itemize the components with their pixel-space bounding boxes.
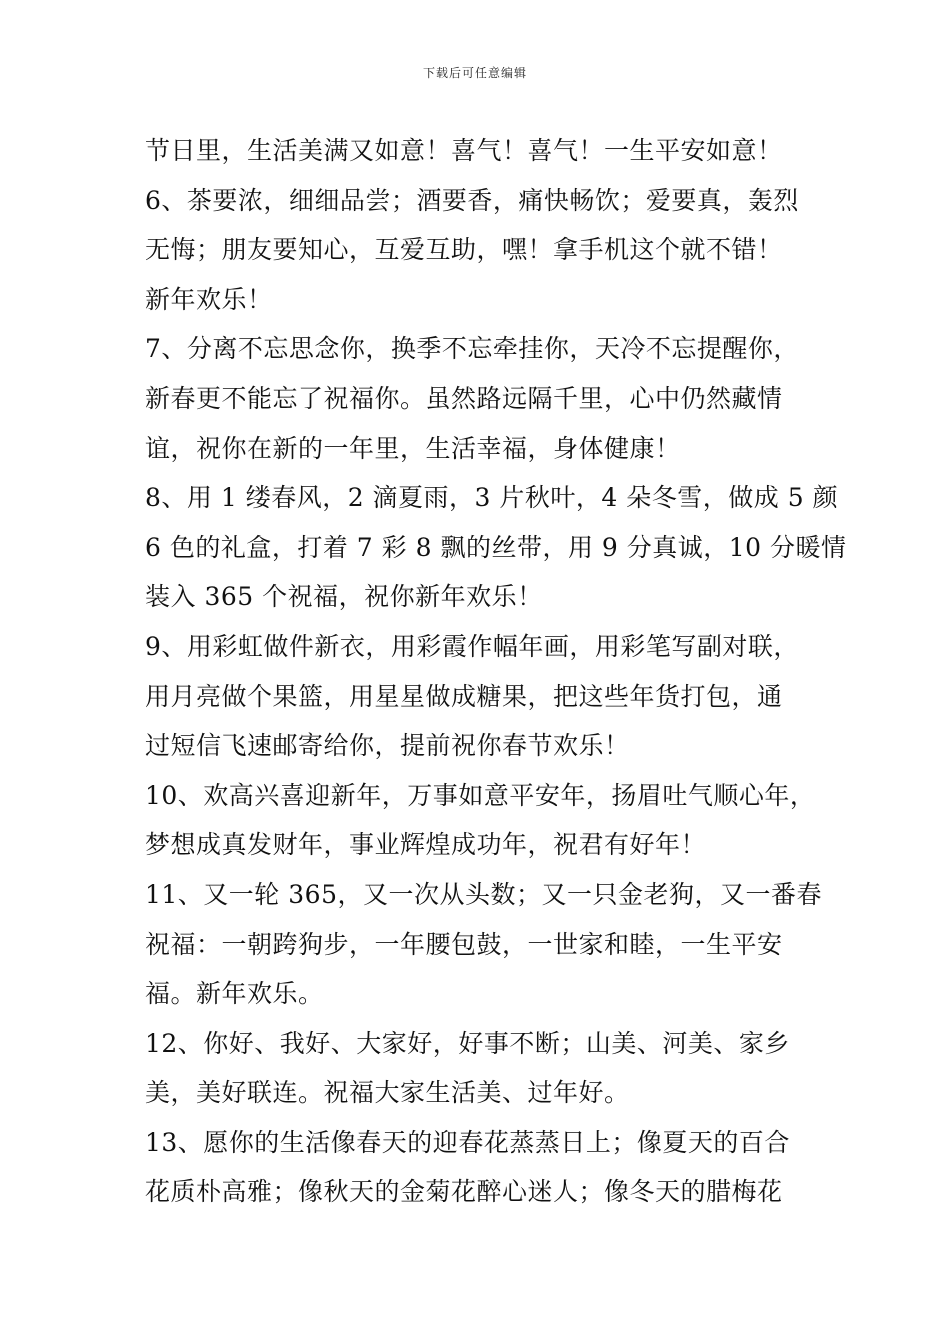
text-line: 花质朴高雅；像秋天的金菊花醉心迷人；像冬天的腊梅花 bbox=[145, 1177, 783, 1207]
text-line: 10、欢高兴喜迎新年，万事如意平安年，扬眉吐气顺心年， bbox=[145, 780, 816, 810]
text-line: 13、愿你的生活像春天的迎春花蒸蒸日上；像夏天的百合 bbox=[145, 1127, 790, 1157]
text-line: 梦想成真发财年，事业辉煌成功年，祝君有好年！ bbox=[145, 830, 707, 860]
text-line: 节日里，生活美满又如意！喜气！喜气！一生平安如意！ bbox=[145, 136, 783, 165]
text-line: 9、用彩虹做件新衣，用彩霞作幅年画，用彩笔写副对联， bbox=[145, 631, 799, 661]
text-line: 无悔；朋友要知心，互爱互助，嘿！拿手机这个就不错！ bbox=[145, 235, 783, 265]
text-line: 新年欢乐！ bbox=[145, 284, 273, 314]
text-line: 12、你好、我好、大家好，好事不断；山美、河美、家乡 bbox=[145, 1028, 790, 1058]
page-header: 下载后可任意编辑 bbox=[422, 66, 527, 80]
text-line: 新春更不能忘了祝福你。虽然路远隔千里，心中仍然藏情 bbox=[145, 383, 783, 413]
text-line: 6 色的礼盒，打着 7 彩 8 飘的丝带，用 9 分真诚，10 分暖情 bbox=[145, 532, 847, 562]
text-line: 用月亮做个果篮，用星星做成糖果，把这些年货打包，通 bbox=[145, 681, 783, 711]
text-line: 6、茶要浓，细细品尝；酒要香，痛快畅饮；爱要真，轰烈 bbox=[145, 185, 799, 215]
text-line: 8、用 1 缕春风，2 滴夏雨，3 片秋叶，4 朵冬雪，做成 5 颜 bbox=[145, 483, 839, 513]
text-line: 谊，祝你在新的一年里，生活幸福，身体健康！ bbox=[145, 433, 681, 463]
text-line: 福。新年欢乐。 bbox=[145, 979, 324, 1009]
text-line: 过短信飞速邮寄给你，提前祝你春节欢乐！ bbox=[145, 731, 630, 761]
text-line: 祝福：一朝跨狗步，一年腰包鼓，一世家和睦，一生平安 bbox=[145, 929, 783, 959]
text-line: 11、又一轮 365，又一次从头数；又一只金老狗，又一番春 bbox=[145, 879, 822, 909]
document-body bbox=[145, 126, 847, 1217]
text-line: 美，美好联连。祝福大家生活美、过年好。 bbox=[145, 1078, 630, 1108]
text-line: 装入 365 个祝福，祝你新年欢乐！ bbox=[145, 582, 543, 612]
text-line: 7、分离不忘思念你，换季不忘牵挂你，天冷不忘提醒你， bbox=[145, 334, 799, 364]
